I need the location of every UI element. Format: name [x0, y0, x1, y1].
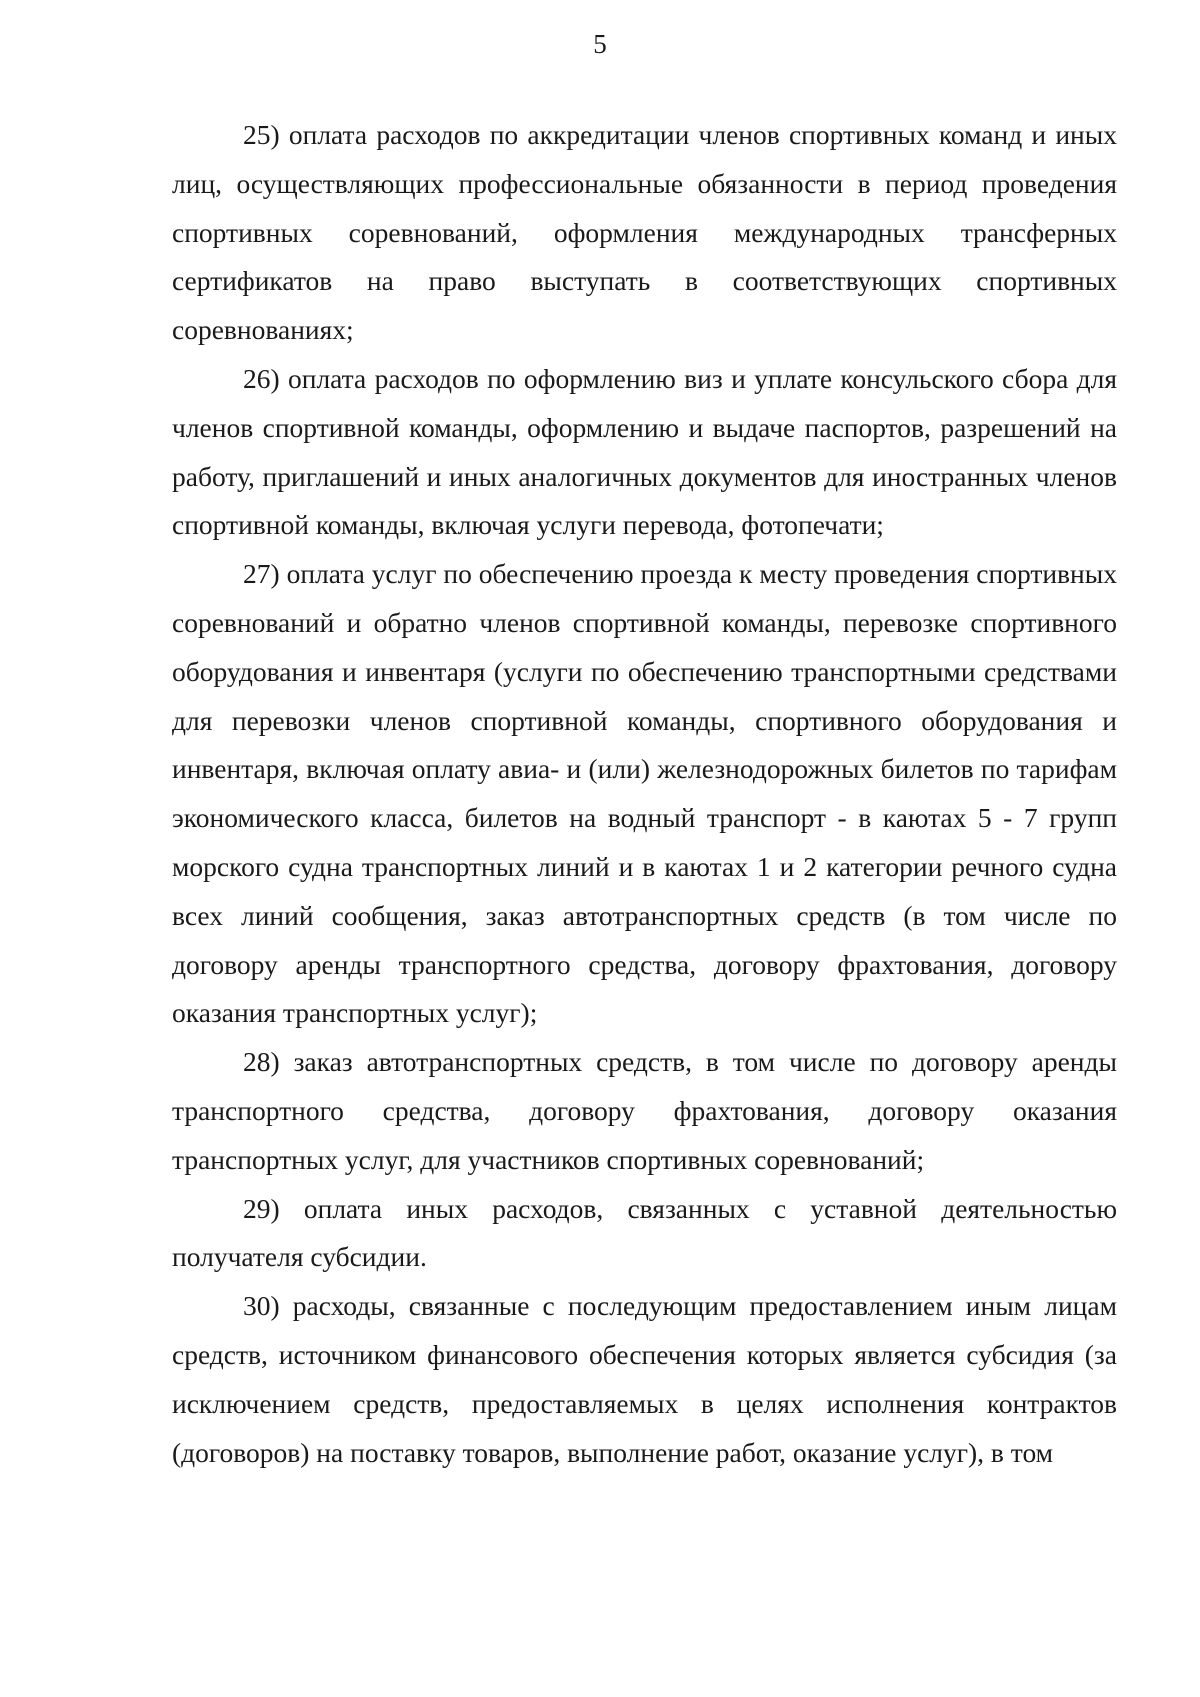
paragraph-item-30: 30) расходы, связанные с последующим предоставлением иным лицам средств, источником финансового обеспечения которых является субсидия (за исключением средств, предоставляемых в целях исполнения контрактов (договоров) на поставку товаров, выполнение работ, оказание услуг), в том	[172, 1290, 1117, 1468]
document-body	[172, 111, 1117, 1477]
paragraph-item-29: 29) оплата иных расходов, связанных с уставной деятельностью получателя субсидии.	[172, 1192, 1117, 1273]
paragraph-item-26: 26) оплата расходов по оформлению виз и уплате консульского сбора для членов спортивной команды, оформлению и выдаче паспортов, разрешений на работу, приглашений и иных аналогичных документов для иностранных членов спортивной команды, включая услуги перевода, фотопечати;	[172, 362, 1117, 541]
paragraph-item-25: 25) оплата расходов по аккредитации членов спортивных команд и иных лиц, осуществляющих профессиональные обязанности в период проведения спортивных соревнований, оформления международных трансферных сертификатов на право выступать в соответствующих спортивных соревнованиях;	[172, 119, 1117, 346]
paragraph-item-27: 27) оплата услуг по обеспечению проезда к месту проведения спортивных соревнований и обратно членов спортивной команды, перевозке спортивного оборудования и инвентаря (услуги по обеспечению транспортными средствами для перевозки членов спортивной команды, спортивного оборудования и инвентаря, включая оплату авиа- и (или) железнодорожных билетов по тарифам экономического класса, билетов на водный транспорт - в каютах 5 - 7 групп морского судна транспортных линий и в каютах 1 и 2 категории речного судна всех линий сообщения, заказ автотранспортных средств (в том числе по договору аренды транспортного средства, договору фрахтования, договору оказания транспортных услуг);	[172, 558, 1117, 1029]
paragraph-item-28: 28) заказ автотранспортных средств, в том числе по договору аренды транспортного средства, договору фрахтования, договору оказания транспортных услуг, для участников спортивных соревнований;	[172, 1046, 1117, 1175]
page-number: 5	[593, 29, 607, 59]
